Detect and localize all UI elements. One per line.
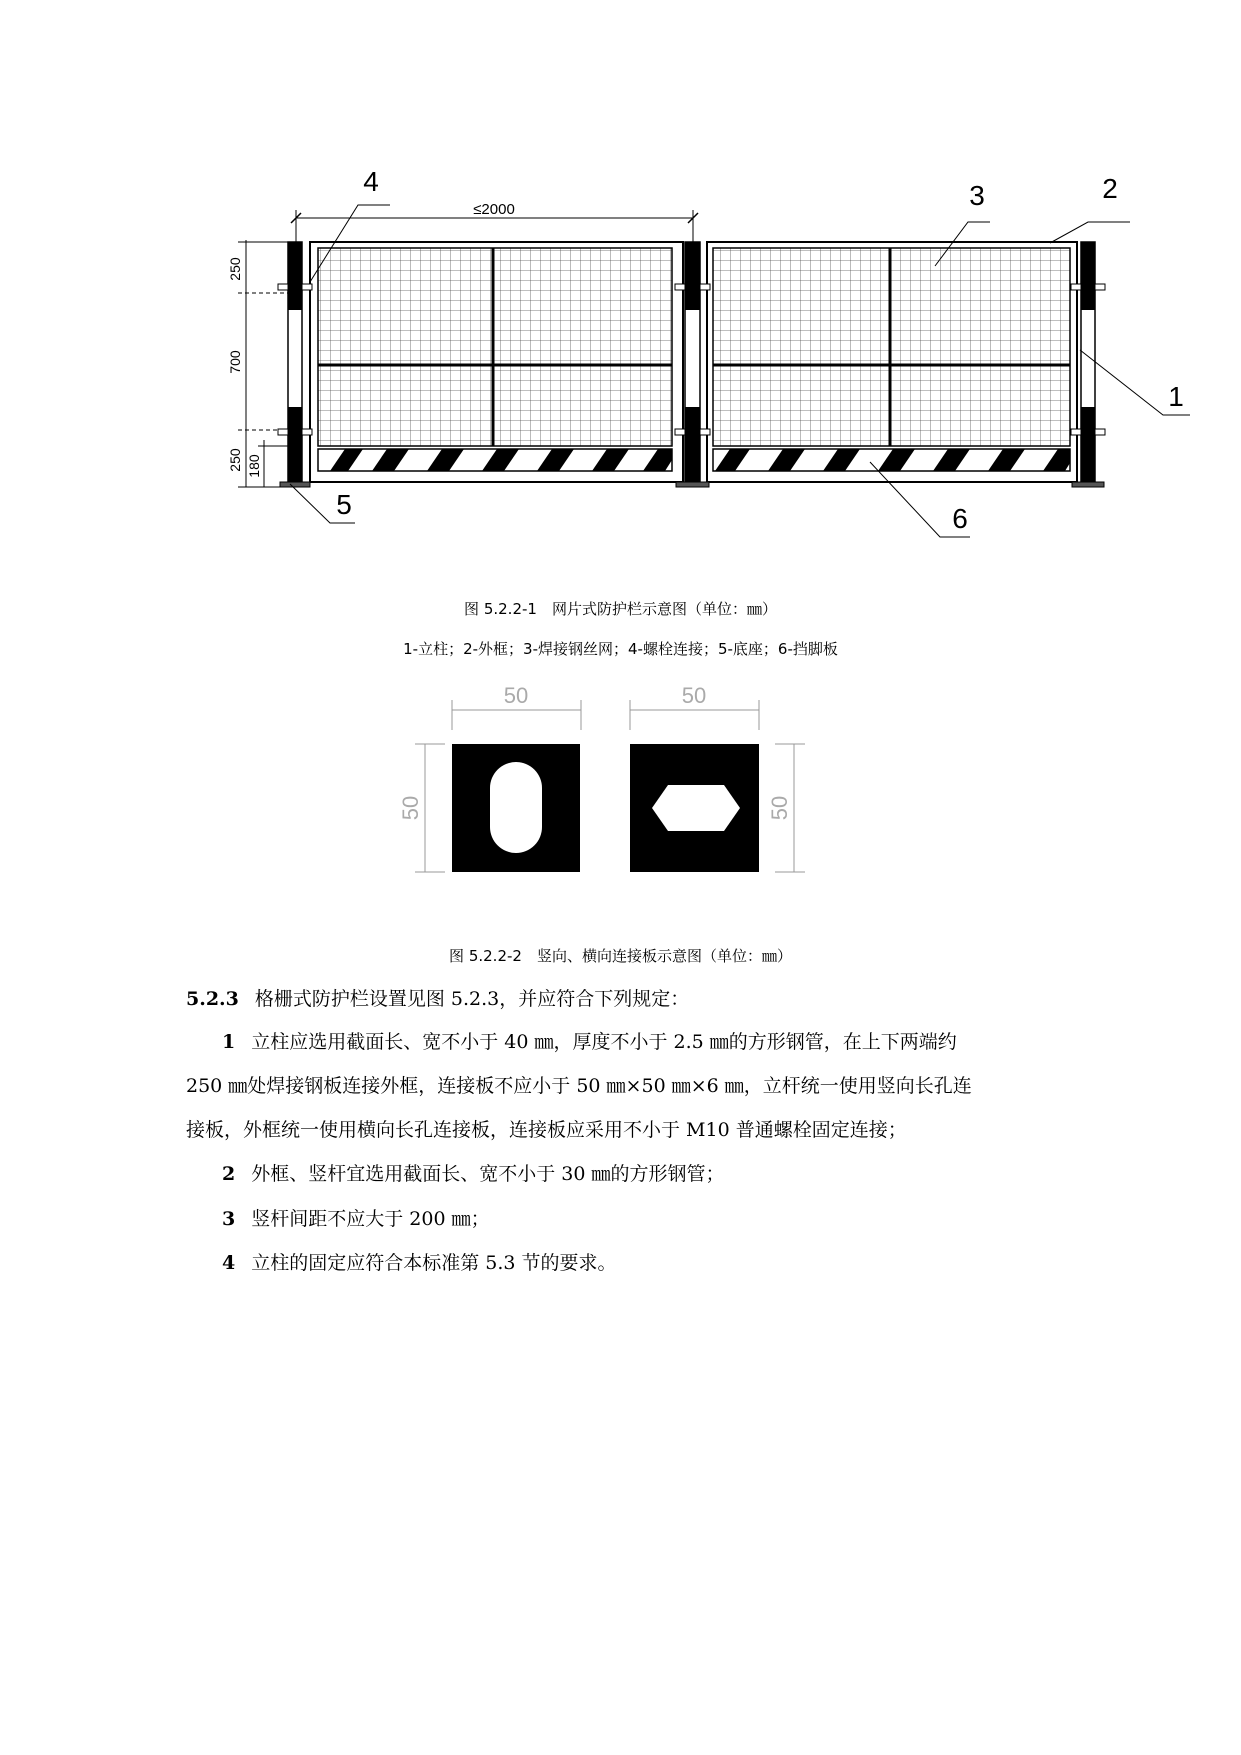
section-number: 5.2.3 (186, 988, 239, 1010)
post-2 (675, 242, 710, 487)
dim-250-top: 250 (227, 257, 243, 281)
item-1-text-line1: 立柱应选用截面长、宽不小于 40 ㎜，厚度不小于 2.5 ㎜的方形钢管，在上下两端约 (251, 1031, 957, 1053)
section-heading (186, 977, 689, 1021)
callout-6: 6 (952, 503, 968, 534)
item-4 (222, 1241, 617, 1285)
item-1-text-line2: 250 ㎜处焊接钢板连接外框，连接板不应小于 50 ㎜×50 ㎜×6 ㎜，立杆统一使用竖向长孔连 (186, 1075, 972, 1097)
item-1-line1 (222, 1020, 957, 1064)
figure-connector-plates (0, 680, 1241, 890)
callout-1: 1 (1168, 381, 1184, 412)
dim-700: 700 (227, 350, 243, 374)
figure1-legend: 1-立柱；2-外框；3-焊接钢丝网；4-螺栓连接；5-底座；6-挡脚板 (403, 640, 838, 658)
dim-plate2-height: 50 (767, 795, 792, 821)
item-1-text-line3: 接板，外框统一使用横向长孔连接板，连接板应采用不小于 M10 普通螺栓固定连接； (186, 1119, 907, 1141)
item-2 (222, 1152, 725, 1196)
left-dimensions (227, 240, 290, 487)
item-4-text: 立柱的固定应符合本标准第 5.3 节的要求。 (251, 1252, 617, 1274)
callout-4: 4 (363, 166, 379, 197)
horizontal-slot-plate (630, 744, 759, 872)
item-2-text: 外框、竖杆宜选用截面长、宽不小于 30 ㎜的方形钢管； (251, 1163, 725, 1185)
post-1 (278, 242, 312, 487)
callout-5: 5 (336, 489, 352, 520)
callout-2: 2 (1102, 173, 1118, 204)
figure2-caption: 图 5.2.2-2 竖向、横向连接板示意图（单位：㎜） (449, 947, 792, 965)
fence-panel-right (707, 242, 1077, 482)
vertical-slot-plate (452, 744, 580, 872)
dim-plate1-width: 50 (503, 683, 529, 708)
dim-180: 180 (246, 454, 262, 478)
dim-250-bottom: 250 (227, 448, 243, 472)
dim-plate1-height: 50 (398, 795, 423, 821)
item-1-number: 1 (222, 1031, 236, 1053)
item-3 (222, 1197, 490, 1241)
figure-fence-diagram (0, 140, 1241, 550)
item-2-number: 2 (222, 1163, 236, 1185)
item-4-number: 4 (222, 1252, 236, 1274)
dim-2000-label: ≤2000 (473, 201, 515, 218)
item-3-text: 竖杆间距不应大于 200 ㎜； (251, 1208, 490, 1230)
callout-3: 3 (969, 180, 985, 211)
figure1-caption: 图 5.2.2-1 网片式防护栏示意图（单位：㎜） (464, 600, 777, 618)
dim-plate2-width: 50 (681, 683, 707, 708)
item-3-number: 3 (222, 1208, 236, 1230)
top-dimension (291, 201, 698, 245)
section-heading-text: 格栅式防护栏设置见图 5.2.3，并应符合下列规定： (254, 988, 690, 1010)
fence-panel-left (310, 242, 683, 482)
